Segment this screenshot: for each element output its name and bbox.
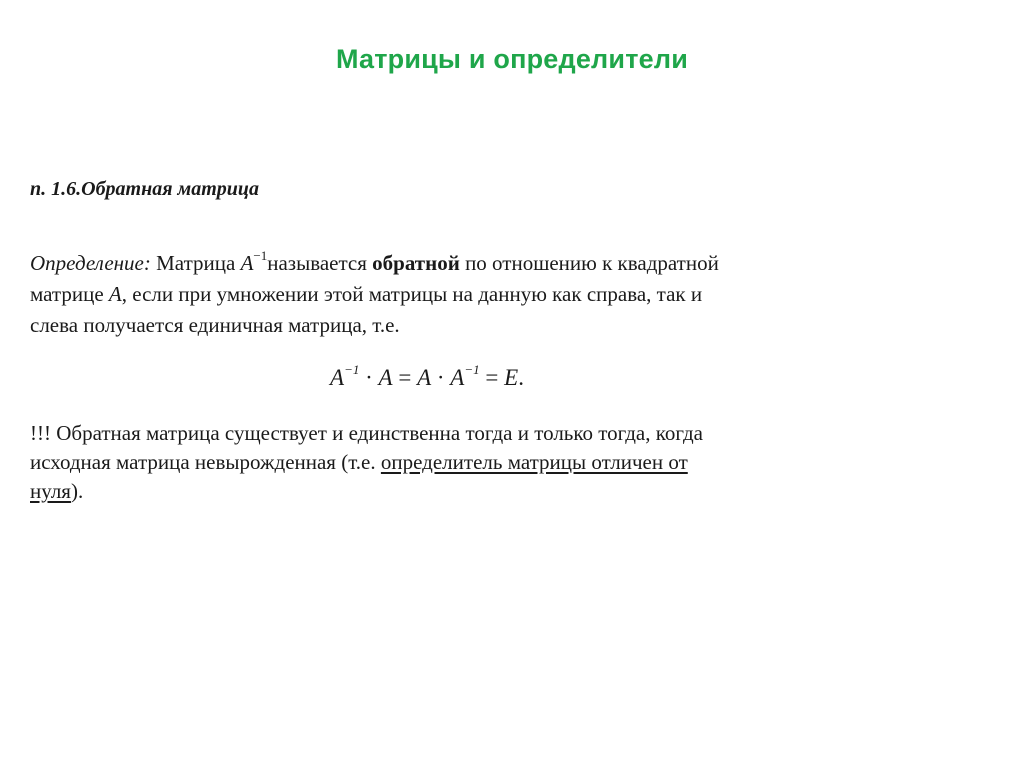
definition-line-2 xyxy=(30,279,860,310)
note-line-2 xyxy=(30,448,860,477)
note-line-3 xyxy=(30,477,860,506)
formula-e: E xyxy=(504,365,519,390)
definition-text-1: Матрица xyxy=(150,251,241,275)
slide-title: Матрицы и определители xyxy=(335,44,688,74)
formula-eq-1: = xyxy=(392,365,418,390)
note-line-1 xyxy=(30,419,860,448)
formula-a-3: A xyxy=(417,365,432,390)
note-text-1: !!! Обратная матрица существует и единственна тогда и только тогда, когда xyxy=(30,421,703,445)
note-text-3: ). xyxy=(70,479,84,503)
definition-text-2: называется xyxy=(267,251,373,275)
formula-end: . xyxy=(518,365,524,390)
note-text-2: исходная матрица невырожденная (т.е. xyxy=(30,450,381,474)
inverse-matrix-formula xyxy=(330,362,524,391)
definition-label: Определение: xyxy=(30,251,151,275)
matrix-symbol-2: A xyxy=(108,282,122,306)
formula-eq-2: = xyxy=(479,365,505,390)
note-underlined-1: определитель матрицы отличен от xyxy=(380,450,688,474)
note-underlined-2: нуля xyxy=(30,479,71,503)
definition-line-1 xyxy=(30,248,860,279)
formula-exp-1: −1 xyxy=(344,362,360,378)
definition-text-5: , если при умножении этой матрицы на данную как справа, так и xyxy=(121,282,703,306)
definition-paragraph xyxy=(30,248,860,341)
formula-a-2: A xyxy=(378,365,393,390)
formula-exp-2: −1 xyxy=(464,362,480,378)
matrix-symbol: A xyxy=(240,251,254,275)
section-heading: п. 1.6.Обратная матрица xyxy=(30,178,260,200)
formula-dot-1: · xyxy=(359,365,379,390)
note-paragraph xyxy=(30,419,860,506)
formula-dot-2: · xyxy=(431,365,451,390)
definition-text-6: слева получается единичная матрица, т.е. xyxy=(30,313,400,337)
definition-text-4: матрице xyxy=(30,282,109,306)
definition-text-3: по отношению к квадратной xyxy=(459,251,719,275)
formula-a-4: A xyxy=(450,365,465,390)
formula-a-1: A xyxy=(330,365,345,390)
definition-line-3 xyxy=(30,310,860,341)
bold-term: обратной xyxy=(372,251,460,275)
inverse-exponent: −1 xyxy=(253,248,268,263)
